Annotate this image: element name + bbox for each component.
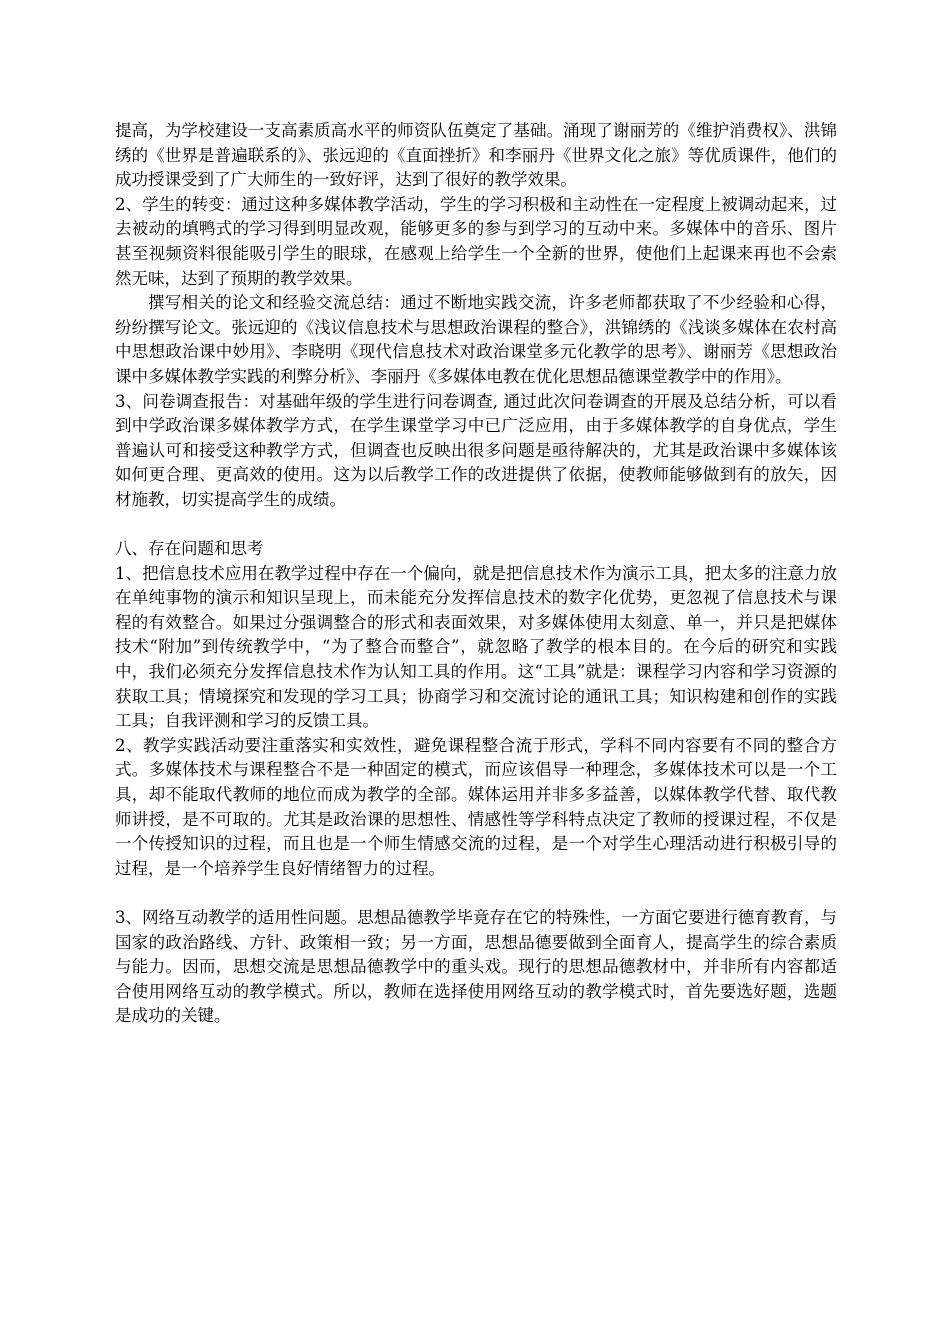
paragraph-survey-report: 3、问卷调查报告：对基础年级的学生进行问卷调查, 通过此次问卷调查的开展及总结分析，可以看到中学政治课多媒体教学方式，在学生课堂学习中已广泛应用，由于多媒体教学的自身优点，学生普遍认可和接受这种教学方式，但调查也反映出很多问题是亟待解决的，尤其是政治课中多媒体该如何更合理、更高效的使用。这为以后教学工作的改进提供了依据，使教师能够做到有的放矢，因材施教，切实提高学生的成绩。 — [115, 391, 837, 509]
section-heading-problems: 八、存在问题和思考 — [115, 539, 264, 559]
paragraph-problem-1: 1、把信息技术应用在教学过程中存在一个偏向，就是把信息技术作为演示工具，把太多的注意力放在单纯事物的演示和知识呈现上，而未能充分发挥信息技术的数字化优势，更忽视了信息技术与课程的有效整合。如果过分强调整合的形式和表面效果，对多媒体使用太刻意、单一，并只是把媒体技术“附加”到传统教学中，“为了整合而整合”，就忽略了教学的根本目的。在今后的研究和实践中，我们必须充分发挥信息技术作为认知工具的作用。这“工具”就是：课程学习内容和学习资源的获取工具；情境探究和发现的学习工具；协商学习和交流讨论的通讯工具；知识构建和创作的实践工具；自我评测和学习的反馈工具。 — [115, 563, 837, 731]
paragraph-problem-2: 2、教学实践活动要注重落实和实效性，避免课程整合流于形式，学科不同内容要有不同的整合方式。多媒体技术与课程整合不是一种固定的模式，而应该倡导一种理念，多媒体技术可以是一个工具，却不能取代教师的地位而成为教学的全部。媒体运用并非多多益善，以媒体教学代替、取代教师讲授，是不可取的。尤其是政治课的思想性、情感性等学科特点决定了教师的授课过程，不仅是一个传授知识的过程，而且也是一个师生情感交流的过程，是一个对学生心理活动进行积极引导的过程，是一个培养学生良好情绪智力的过程。 — [115, 735, 837, 878]
document-body — [115, 119, 837, 1029]
paragraph-problem-3: 3、网络互动教学的适用性问题。思想品德教学毕竟存在它的特殊性，一方面它要进行德育教育，与国家的政治路线、方针、政策相一致；另一方面，思想品德要做到全面育人，提高学生的综合素质与能力。因而，思想交流是思想品德教学中的重头戏。现行的思想品德教材中，并非所有内容都适合使用网络互动的教学模式。所以，教师在选择使用网络互动的教学模式时，首先要选好题，选题是成功的关键。 — [115, 908, 837, 1026]
paragraph-papers-summary: 撰写相关的论文和经验交流总结：通过不断地实践交流，许多老师都获取了不少经验和心得，纷纷撰写论文。张远迎的《浅议信息技术与思想政治课程的整合》，洪锦绣的《浅谈多媒体在农村高中思想政治课中妙用》、李晓明《现代信息技术对政治课堂多元化教学的思考》、谢丽芳《思想政治课中多媒体教学实践的利弊分析》、李丽丹《多媒体电教在优化思想品德课堂教学中的作用》。 — [115, 293, 837, 386]
paragraph-teacher-improvement: 提高，为学校建设一支高素质高水平的师资队伍奠定了基础。涌现了谢丽芳的《维护消费权》、洪锦绣的《世界是普遍联系的》、张远迎的《直面挫折》和李丽丹《世界文化之旅》等优质课件，他们的成功授课受到了广大师生的一致好评，达到了很好的教学效果。 — [115, 121, 837, 190]
blank-line — [115, 881, 837, 906]
blank-line — [115, 513, 837, 538]
paragraph-student-change: 2、学生的转变：通过这种多媒体教学活动，学生的学习积极和主动性在一定程度上被调动起来，过去被动的填鸭式的学习得到明显改观，能够更多的参与到学习的互动中来。多媒体中的音乐、图片甚至视频资料很能吸引学生的眼球，在感观上给学生一个全新的世界，使他们上起课来再也不会索然无味，达到了预期的教学效果。 — [115, 194, 837, 288]
